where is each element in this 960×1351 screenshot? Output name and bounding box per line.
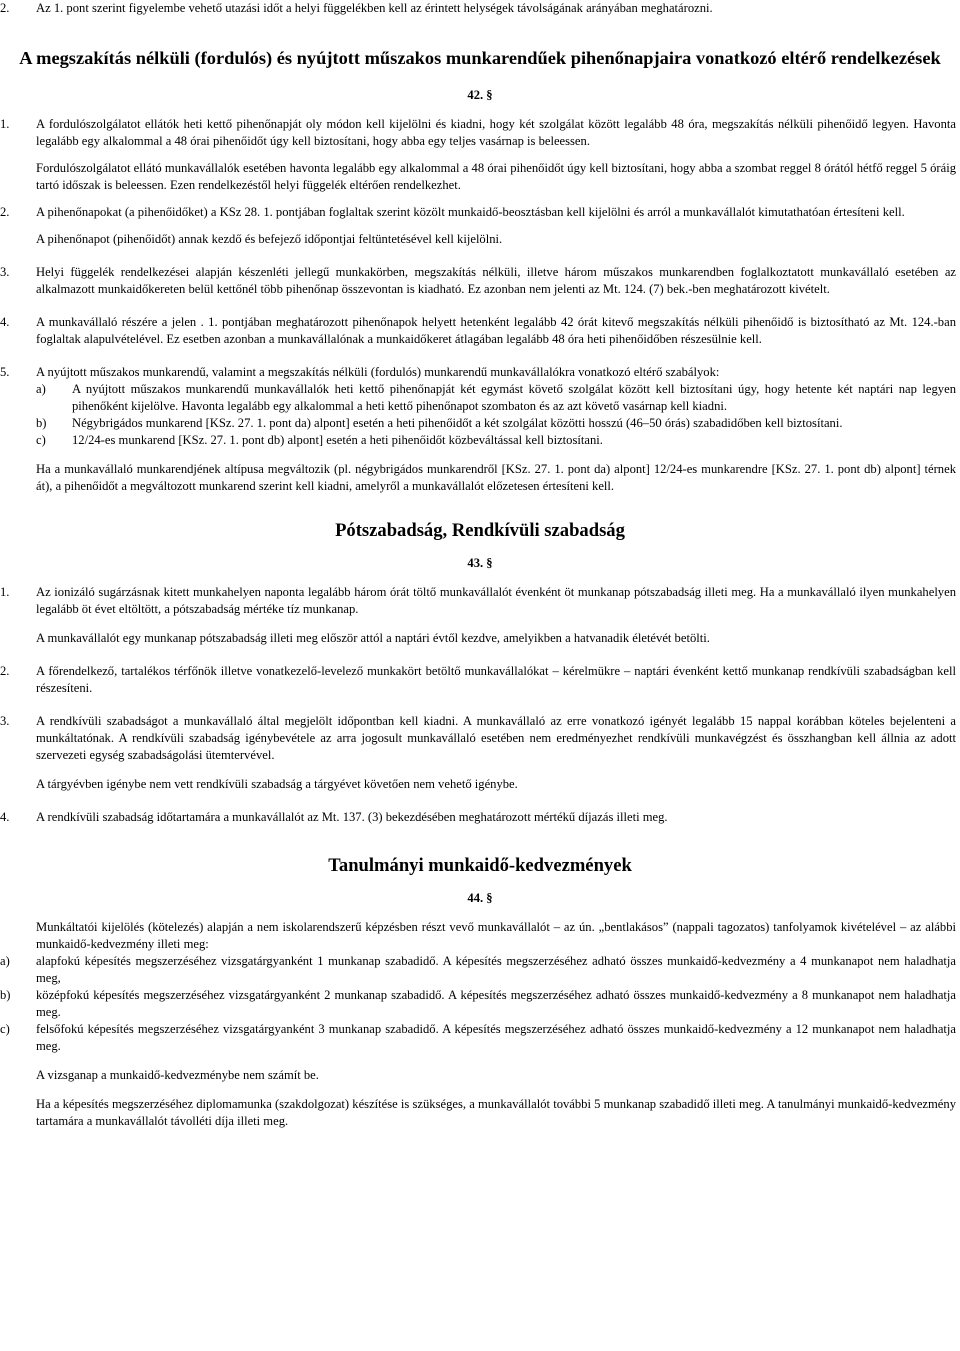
item-number: 2. bbox=[0, 205, 10, 219]
paragraph-text: A főrendelkező, tartalékos térfőnök illetve vonatkezelő-levelező munkakört betöltő munkavállalókat – kérelmükre – naptári évenként kettő munkanap rendkívüli szabadságban kell részesíteni. bbox=[36, 664, 956, 695]
paragraph bbox=[0, 663, 960, 697]
list-label: c) bbox=[0, 1022, 10, 1036]
item-number: 1. bbox=[0, 117, 10, 131]
list-label: b) bbox=[36, 416, 47, 430]
paragraph: A munkavállalót egy munkanap pótszabadság illeti meg először attól a naptári évtől kezdve, amelyikben a hatvanadik életévét betölti. bbox=[36, 631, 710, 645]
paragraph-text: Helyi függelék rendelkezései alapján készenléti jellegű munkakörben, megszakítás nélküli, illetve három műszakos munkarendben foglalkoztatott munkavállaló esetében az alkalmazott munkaidőkereten belül kettőnél több pihenőnap összevontan is kiadható. Ez azonban nem jelenti az Mt. 124. (7) bek.-ben meghatározott kivételt. bbox=[36, 265, 956, 296]
paragraph bbox=[0, 314, 960, 348]
item-number: 1. bbox=[0, 585, 10, 599]
paragraph-text: Az ionizáló sugárzásnak kitett munkahelyen naponta legalább három órát töltő munkavállalót évenként öt munkanap pótszabadság illeti meg. Ha a munkavállaló ilyen munkahelyen legalább öt évet eltöltött, a pótszabadság mértéke tíz munkanap. bbox=[36, 585, 956, 616]
list-text: 12/24-es munkarend [KSz. 27. 1. pont db) alpont] esetén a heti pihenőidőt közbeváltással kell biztosítani. bbox=[72, 433, 603, 447]
paragraph: A pihenőnapot (pihenőidőt) annak kezdő és befejező időpontjai feltüntetésével kell kijelölni. bbox=[36, 232, 503, 246]
paragraph bbox=[0, 116, 960, 150]
list-text: Négybrigádos munkarend [KSz. 27. 1. pont da) alpont] esetén a heti pihenőidőt a két szolgálat közötti hosszú (46–50 órás) szabadidőben kell biztosítani. bbox=[72, 416, 843, 430]
paragraph: A vizsganap a munkaidő-kedvezménybe nem számít be. bbox=[36, 1068, 319, 1082]
paragraph-text: A nyújtott műszakos munkarendű, valamint a megszakítás nélküli (fordulós) munkarendű munkavállalókra vonatkozó eltérő szabályok: bbox=[36, 365, 720, 379]
paragraph bbox=[0, 204, 960, 221]
paragraph-text: A munkavállaló részére a jelen . 1. pontjában meghatározott pihenőnapok helyett hetenként legalább 42 órát kitevő megszakítás nélküli pihenőidő is biztosítható az Mt. 124.-ban foglaltak alapulvételével. Ez esetben azonban a munkavállalónak a munkaidőkeret átlagában legalább 48 óra heti pihenőidőben részesülnie kell. bbox=[36, 315, 956, 346]
paragraph: Ha a képesítés megszerzéséhez diplomamunka (szakdolgozat) készítése is szükséges, a munkavállalót további 5 munkanap szabadidő illeti meg. A tanulmányi munkaidő-kedvezmény tartamára a munkavállalót távolléti díja illeti meg. bbox=[36, 1097, 956, 1128]
paragraph bbox=[0, 713, 960, 764]
paragraph-text: A pihenőnapokat (a pihenőidőket) a KSz 28. 1. pontjában foglaltak szerint közölt munkaidő-beosztásban kell kijelölni és arról a munkavállalót kimutathatóan értesíteni kell. bbox=[36, 205, 905, 219]
section-number: 44. § bbox=[467, 891, 493, 905]
paragraph-text: A rendkívüli szabadság időtartamára a munkavállalót az Mt. 137. (3) bekezdésében meghatározott mértékű díjazás illeti meg. bbox=[36, 810, 668, 824]
list-text: alapfokú képesítés megszerzéséhez vizsgatárgyanként 1 munkanap szabadidő. A képesítés megszerzéséhez adható összes munkaidő-kedvezmény a 4 munkanapot nem haladhatja meg, bbox=[36, 954, 956, 985]
list-item bbox=[0, 415, 960, 432]
list-label: a) bbox=[0, 954, 10, 968]
section-heading: Tanulmányi munkaidő-kedvezmények bbox=[328, 855, 632, 876]
section-sign-icon: § bbox=[483, 891, 493, 905]
item-number: 3. bbox=[0, 265, 10, 279]
item-number: 4. bbox=[0, 810, 10, 824]
list-text: középfokú képesítés megszerzéséhez vizsgatárgyanként 2 munkanap szabadidő. A képesítés megszerzéséhez adható összes munkaidő-kedvezmény a 8 munkanapot nem haladhatja meg. bbox=[36, 988, 956, 1019]
section-number: 42. § bbox=[467, 88, 493, 102]
list-label: a) bbox=[36, 382, 46, 396]
list-label: c) bbox=[36, 433, 46, 447]
paragraph-text: Az 1. pont szerint figyelembe vehető utazási időt a helyi függelékben kell az érintett helységek távolságának arányában meghatározni. bbox=[36, 1, 713, 15]
list-text: A nyújtott műszakos munkarendű munkavállalók heti kettő pihenőnapját két egymást követő szolgálat között kell biztosítani úgy, hogy hetente két naptári nap legyen pihenőként kijelölve. Havonta legalább egy alkalommal a heti kettő pihenőnapot szombaton és az azt követő vasárnap kell kiadni. bbox=[72, 382, 956, 413]
list-item bbox=[0, 1021, 960, 1055]
item-number: 2. bbox=[0, 1, 10, 15]
paragraph-text: A rendkívüli szabadságot a munkavállaló által megjelölt időpontban kell kiadni. A munkavállaló az erre vonatkozó igényét legalább 15 nappal korábban köteles bejelenteni a munkáltatónak. A rendkívüli szabadság igénybevétele az arra jogosult munkavállaló esetében nem eredményezhet rendkívüli munkavégzést és összhangban kell állnia az adott szervezeti egység szabadságolási ütemtervével. bbox=[36, 714, 956, 762]
paragraph bbox=[0, 0, 960, 17]
paragraph: Munkáltatói kijelölés (kötelezés) alapján a nem iskolarendszerű képzésben részt vevő munkavállalót – az ún. „bentlakásos” (nappali tagozatos) tanfolyamok kivételével – az alábbi munkaidő-kedvezmény illeti meg: bbox=[36, 920, 956, 951]
item-number: 5. bbox=[0, 365, 10, 379]
paragraph bbox=[0, 584, 960, 618]
paragraph: Fordulószolgálatot ellátó munkavállalók esetében havonta legalább egy alkalommal a 48 órai pihenőidőt úgy kell biztosítani, hogy abba a szombat reggel 8 órától hétfő reggel 5 óráig tartó időszak is beleessen. Ezen rendelkezéstől helyi függelék eltérően rendelkezhet. bbox=[36, 161, 956, 192]
list-text: felsőfokú képesítés megszerzéséhez vizsgatárgyanként 3 munkanap szabadidő. A képesítés megszerzéséhez adható összes munkaidő-kedvezmény a 12 munkanapot nem haladhatja meg. bbox=[36, 1022, 956, 1053]
paragraph: A tárgyévben igénybe nem vett rendkívüli szabadság a tárgyévet követően nem vehető igénybe. bbox=[36, 777, 518, 791]
list-item bbox=[0, 987, 960, 1021]
paragraph bbox=[0, 364, 960, 381]
section-sign-icon: § bbox=[483, 556, 493, 570]
paragraph bbox=[0, 264, 960, 298]
section-sign-icon: § bbox=[483, 88, 493, 102]
list-item bbox=[0, 953, 960, 987]
item-number: 4. bbox=[0, 315, 10, 329]
list-item bbox=[0, 381, 960, 415]
section-number: 43. § bbox=[467, 556, 493, 570]
paragraph-text: A fordulószolgálatot ellátók heti kettő pihenőnapját oly módon kell kijelölni és kiadni, hogy két szolgálat között legalább 48 óra, megszakítás nélküli pihenőidő legyen. Havonta legalább egy alkalommal a 48 órai pihenőidőt úgy kell biztosítani, hogy abba egy teljes vasárnap is beleessen. bbox=[36, 117, 956, 148]
list-item bbox=[0, 432, 960, 449]
item-number: 2. bbox=[0, 664, 10, 678]
list-label: b) bbox=[0, 988, 11, 1002]
paragraph bbox=[0, 809, 960, 826]
section-heading: A megszakítás nélküli (fordulós) és nyújtott műszakos munkarendűek pihenőnapjaira vonatkozó eltérő rendelkezések bbox=[19, 48, 941, 68]
item-number: 3. bbox=[0, 714, 10, 728]
paragraph: Ha a munkavállaló munkarendjének altípusa megváltozik (pl. négybrigádos munkarendről [KSz. 27. 1. pont da) alpont] 12/24-es munkarendre [KSz. 27. 1. pont db) alpont] térnek át), a pihenőidőt a megváltozott munkarend szerint kell kiadni, amelyről a munkavállalót előzetesen értesíteni kell. bbox=[36, 462, 956, 493]
section-heading: Pótszabadság, Rendkívüli szabadság bbox=[335, 520, 625, 541]
